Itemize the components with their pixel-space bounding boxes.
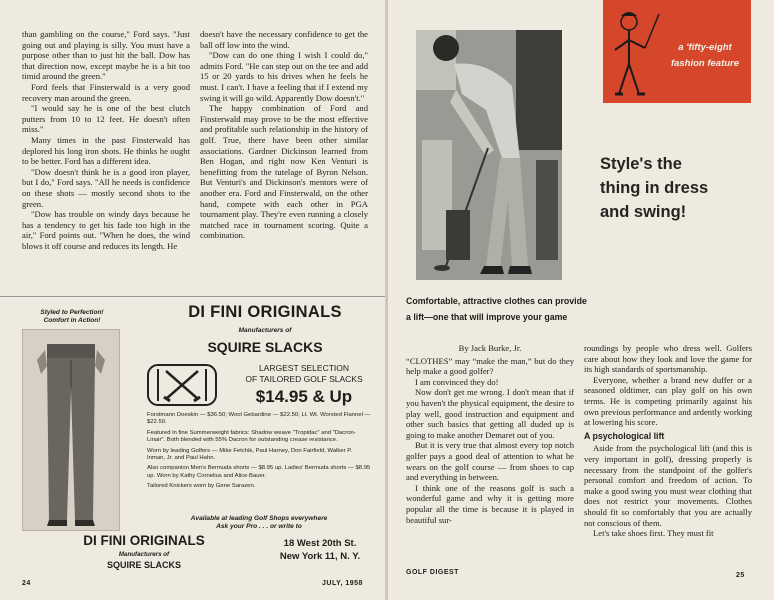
ad-makers-footer: Manufacturers of bbox=[118, 551, 170, 558]
left-page bbox=[0, 0, 386, 600]
photo-caption bbox=[406, 293, 756, 325]
right-page bbox=[388, 0, 774, 600]
paragraph: "Dow can do one thing I wish I could do," admits Ford. "He can step out on the tee and add 15 or 20 yards to his drives when he feels he must. I can't. I have a feeling that if I extend my swing it will go wild. Apparently Dow doesn't." bbox=[200, 50, 368, 103]
right-column-2 bbox=[584, 343, 752, 539]
caption-line-2: a lift—one that will improve your game bbox=[406, 312, 568, 322]
paragraph: Aside from the psychological lift (and this is very important in golf), dressing properly is necessary from the standpoint of the golfer's personal comfort and freedom of action. To make a good swing you must wear clothing that does not restrict your movements. Clothes should fit so comfortably that you are actually not conscious of them. bbox=[584, 443, 752, 528]
ad-selection-2: OF TAILORED GOLF SLACKS bbox=[245, 374, 363, 384]
headline-line-2: thing in dress bbox=[600, 179, 709, 197]
slacks-photo bbox=[22, 329, 120, 531]
crossed-clubs-logo bbox=[146, 363, 218, 407]
ad-price: $14.95 & Up bbox=[255, 387, 353, 406]
headline-line-3: and swing! bbox=[600, 203, 687, 221]
right-column-1 bbox=[406, 343, 574, 525]
paragraph: I am convinced they do! bbox=[415, 376, 499, 387]
left-column-1 bbox=[22, 29, 190, 251]
paragraph: roundings by people who dress well. Golfers care about how they look and love the game for its high standards of sportsmanship. bbox=[584, 343, 752, 375]
ad-product-footer: SQUIRE SLACKS bbox=[106, 560, 181, 570]
ad-tagline-1: Styled to Perfection! bbox=[40, 309, 104, 316]
caption-line-1: Comfortable, attractive clothes can provide bbox=[406, 296, 587, 306]
left-page-number: 24 bbox=[22, 580, 31, 587]
di-fini-advertisement bbox=[0, 296, 386, 600]
ad-product: SQUIRE SLACKS bbox=[207, 339, 323, 355]
paragraph: "Dow doesn't think he is a good iron player, but I do," Ford says. "All he needs is confidence on these shots — mostly second shots to the green. bbox=[22, 166, 190, 209]
paragraph: doesn't have the necessary confidence to get the ball off low into the wind. bbox=[200, 29, 368, 50]
ad-makers: Manufacturers of bbox=[238, 327, 292, 334]
feature-tag-line-2: fashion feature bbox=[670, 58, 740, 69]
ad-brand: DI FINI ORIGINALS bbox=[188, 303, 342, 321]
feature-tag-line-1: a 'fifty-eight bbox=[678, 42, 732, 53]
issue-date: JULY, 1958 bbox=[322, 580, 363, 587]
right-page-number: 25 bbox=[736, 572, 745, 579]
ad-bermuda: Also companion Men's Bermuda shorts — $8.95 up. Ladies' Bermuda shorts — $8.95 up. Worn by Kathy Cornelius and Alice Bauer. bbox=[147, 465, 371, 479]
ad-address-1: 18 West 20th St. bbox=[283, 538, 357, 549]
golfer-photo bbox=[416, 30, 562, 280]
paragraph: Now don't get me wrong. I don't mean that if you haven't the physical equipment, the desire to play well, good instruction and equipment and other such basics that getting all duded up is going to make another Demaret out of you. bbox=[406, 387, 574, 440]
paragraph: But it is very true that almost every top notch golfer pays a good deal of attention to what he wears on the golf course — from shoes to cap and everything in between. bbox=[406, 440, 574, 483]
paragraph: "I would say he is one of the best clutch putters from 10 to 12 feet. He doesn't often miss." bbox=[22, 103, 190, 135]
slacks-illustration bbox=[23, 330, 119, 530]
left-column-2 bbox=[200, 29, 368, 241]
cartoon-golfer-icon bbox=[605, 2, 665, 102]
ad-address-2: New York 11, N. Y. bbox=[279, 551, 361, 562]
paragraph: “CLOTHES” may “make the man,” but do they help make a good golfer? bbox=[406, 355, 574, 377]
ad-details bbox=[147, 412, 371, 491]
ad-fabric-featured: Featured in fine Summerweight fabrics: Shadow weave "Tropidac" and "Dacron-Linair". Both blended with 55% Dacron for outstanding crease resistance. bbox=[147, 429, 356, 444]
paragraph: Everyone, whether a brand new duffer or a seasoned oldtimer, can play golf on his own terms. He is competing primarily against his own previous performance and ardently working at lowering his score. bbox=[584, 374, 752, 428]
golfer-swing-illustration bbox=[416, 30, 562, 280]
section-subhead: A psychological lift bbox=[584, 430, 665, 441]
ad-available: Available at leading Golf Shops everywhere bbox=[190, 515, 328, 522]
ad-write-to: Ask your Pro . . . or write to bbox=[216, 523, 302, 530]
fashion-feature-badge bbox=[603, 0, 751, 103]
byline: By Jack Burke, Jr. bbox=[458, 343, 522, 353]
headline bbox=[600, 152, 760, 224]
paragraph: The happy combination of Ford and Finsterwald may prove to be the most effective and profitable such relationship in the history of golf. True, there have been other similar associations. Gardner Dickinson learned from Ben Hogan, and right now Ken Venturi is benefitting from the tutelage of Byron Nelson. But Venturi's and Dickinson's mentors were of another era. Ford and Finsterwald, on the other hand, compete with each other in PGA tournament play. They're even running a closely matched race in tournament scoring. Quite a combination. bbox=[200, 103, 368, 241]
paragraph: "Dow has trouble on windy days because he has a tendency to get his fade too high in the air," Ford points out. "When he does, the wind blows it off course and reduces its length. He bbox=[22, 209, 190, 251]
paragraph: than gambling on the course," Ford says. "Just going out and playing is silly. You must have a purpose other than to just hit the ball. Dow has that direction now, except maybe he is a bit too timid around the green." bbox=[22, 29, 190, 82]
ad-fabric-prices: Forstmann Doeskin — $36.50; Wool Gebardine — $22.50; Lt. Wt. Worsted Flannel — $22.50. bbox=[147, 412, 371, 426]
magazine-name: GOLF DIGEST bbox=[406, 569, 459, 576]
paragraph: Ford feels that Finsterwald is a very good recovery man around the green. bbox=[22, 81, 190, 103]
paragraph: Many times in the past Finsterwald has deplored his long iron shots. He thinks he ought to be better. Ford has a different idea. bbox=[22, 134, 190, 167]
ad-worn-by: Worn by leading Golfers — Mike Fetchik, Paul Harney, Don Fairfield, Walker P. Inman, Jr. and Paul Hahn. bbox=[147, 447, 353, 462]
ad-brand-footer: DI FINI ORIGINALS bbox=[83, 533, 205, 548]
ad-knickers: Tailored Knickers worn by Gene Sarazen. bbox=[147, 483, 256, 490]
ad-tagline-2: Comfort in Action! bbox=[43, 317, 101, 324]
paragraph: Let's take shoes first. They must fit bbox=[593, 528, 714, 539]
ad-selection-1: LARGEST SELECTION bbox=[258, 363, 350, 373]
golf-clubs-icon bbox=[146, 363, 218, 407]
headline-line-1: Style's the bbox=[600, 155, 682, 173]
paragraph: I think one of the reasons golf is such a wonderful game and why it is getting more popular all the time is because it is played in beautiful sur- bbox=[406, 482, 574, 525]
